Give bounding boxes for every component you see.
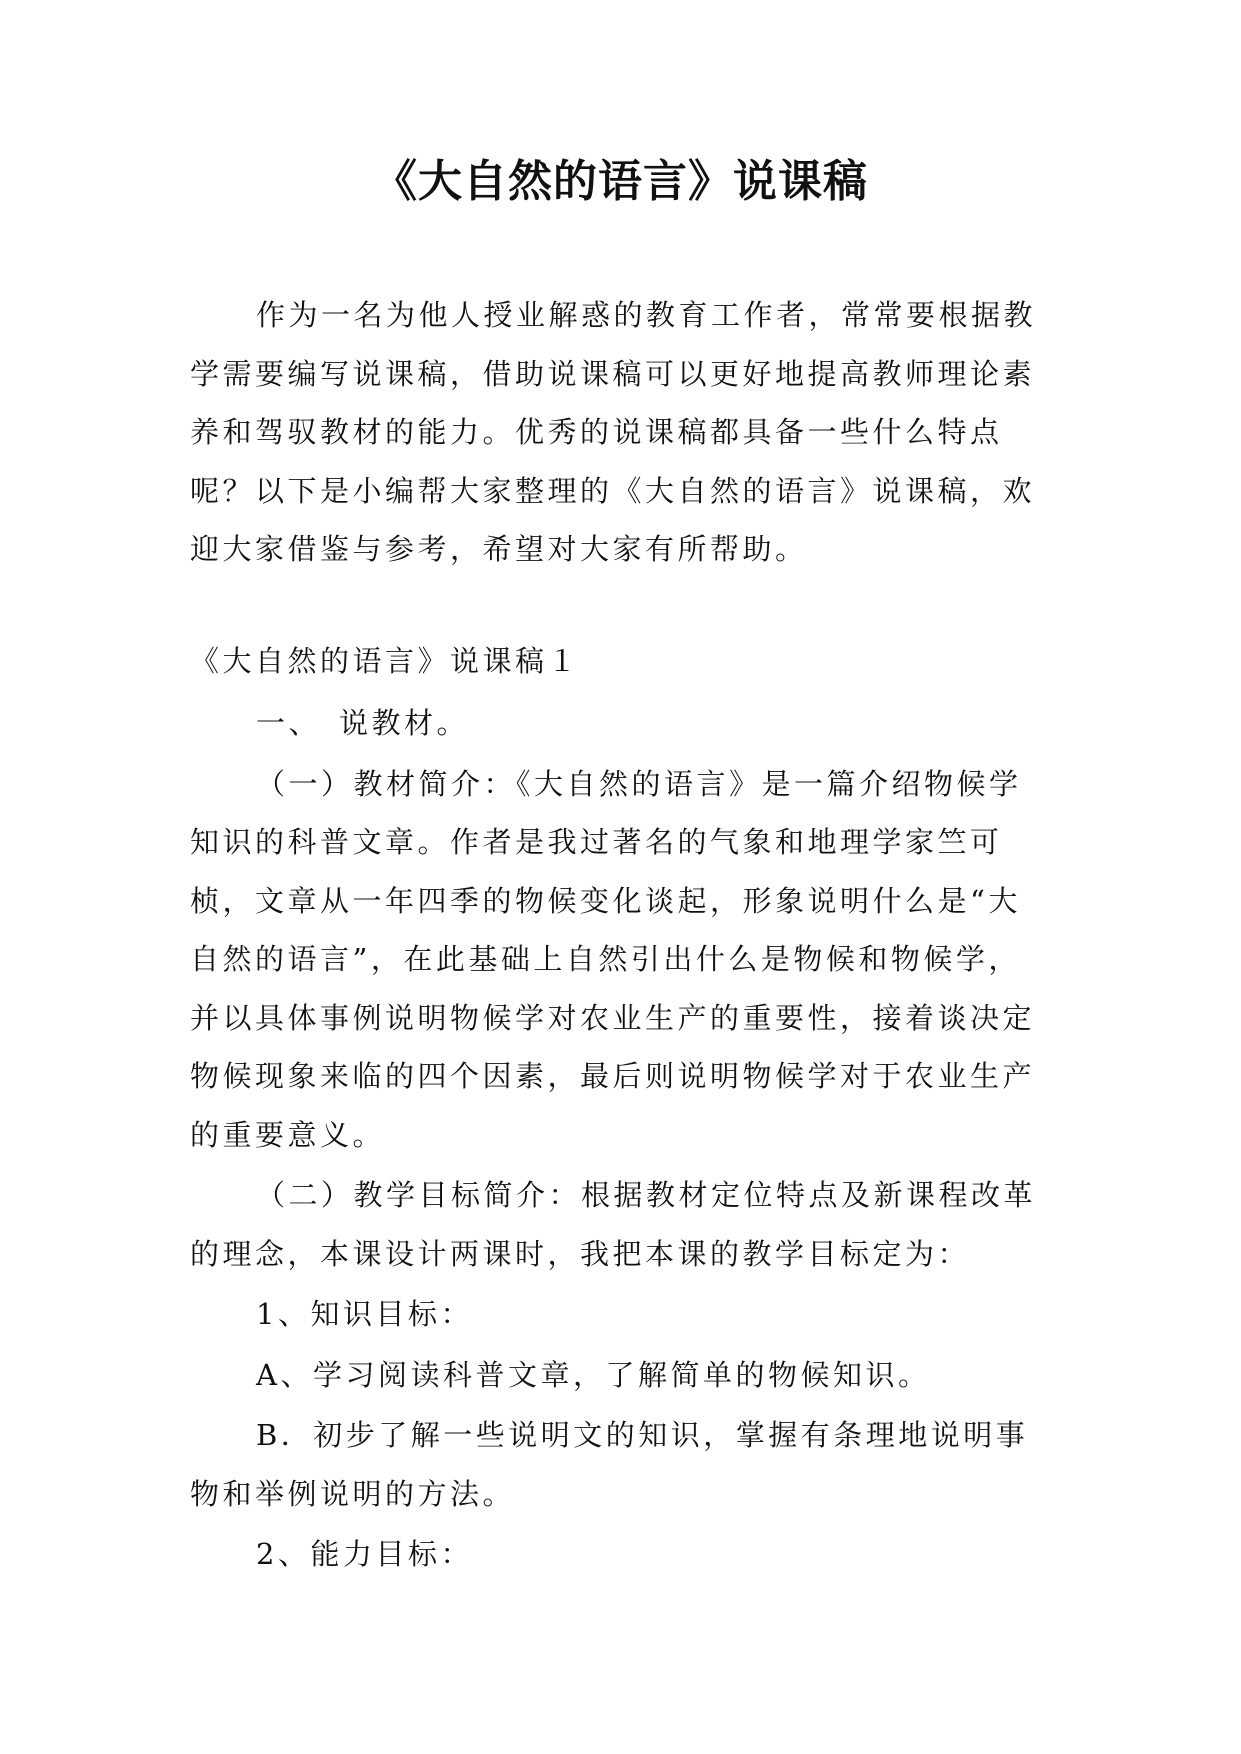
intro-paragraph: 作为一名为他人授业解惑的教育工作者，常常要根据教学需要编写说课稿，借助说课稿可以更好地提高教师理论素养和驾驭教材的能力。优秀的说课稿都具备一些什么特点呢？以下是小编帮大家整理的《大自然的语言》说课稿，欢迎大家借鉴与参考，希望对大家有所帮助。	[190, 298, 1037, 566]
paragraph-goal-a: A、学习阅读科普文章，了解简单的物候知识。	[256, 1357, 931, 1392]
paragraph-teaching-material: 一、 说教材。	[256, 706, 470, 740]
document-title: 《大自然的语言》说课稿	[373, 156, 868, 207]
paragraph-goal-b: B．初步了解一些说明文的知识，掌握有条理地说明事物和举例说明的方法。	[190, 1418, 1029, 1511]
paragraph-goals-intro: （二）教学目标简介：根据教材定位特点及新课程改革的理念，本课设计两课时，我把本课的教学目标定为：	[190, 1178, 1037, 1271]
paragraph-material-intro: （一）教材简介：《大自然的语言》是一篇介绍物候学知识的科普文章。作者是我过著名的气象和地理学家竺可桢，文章从一年四季的物候变化谈起，形象说明什么是“大自然的语言”，在此基础上自然引出什么是物候和物候学，并以具体事例说明物候学对农业生产的重要性，接着谈决定物候现象来临的四个因素，最后则说明物候学对于农业生产的重要意义。	[190, 766, 1036, 1152]
section-body	[190, 694, 1050, 1586]
section-heading: 《大自然的语言》说课稿１	[190, 644, 581, 678]
paragraph-knowledge-goal: 1、知识目标：	[256, 1297, 473, 1331]
paragraph-ability-goal: 2、能力目标：	[256, 1537, 473, 1571]
